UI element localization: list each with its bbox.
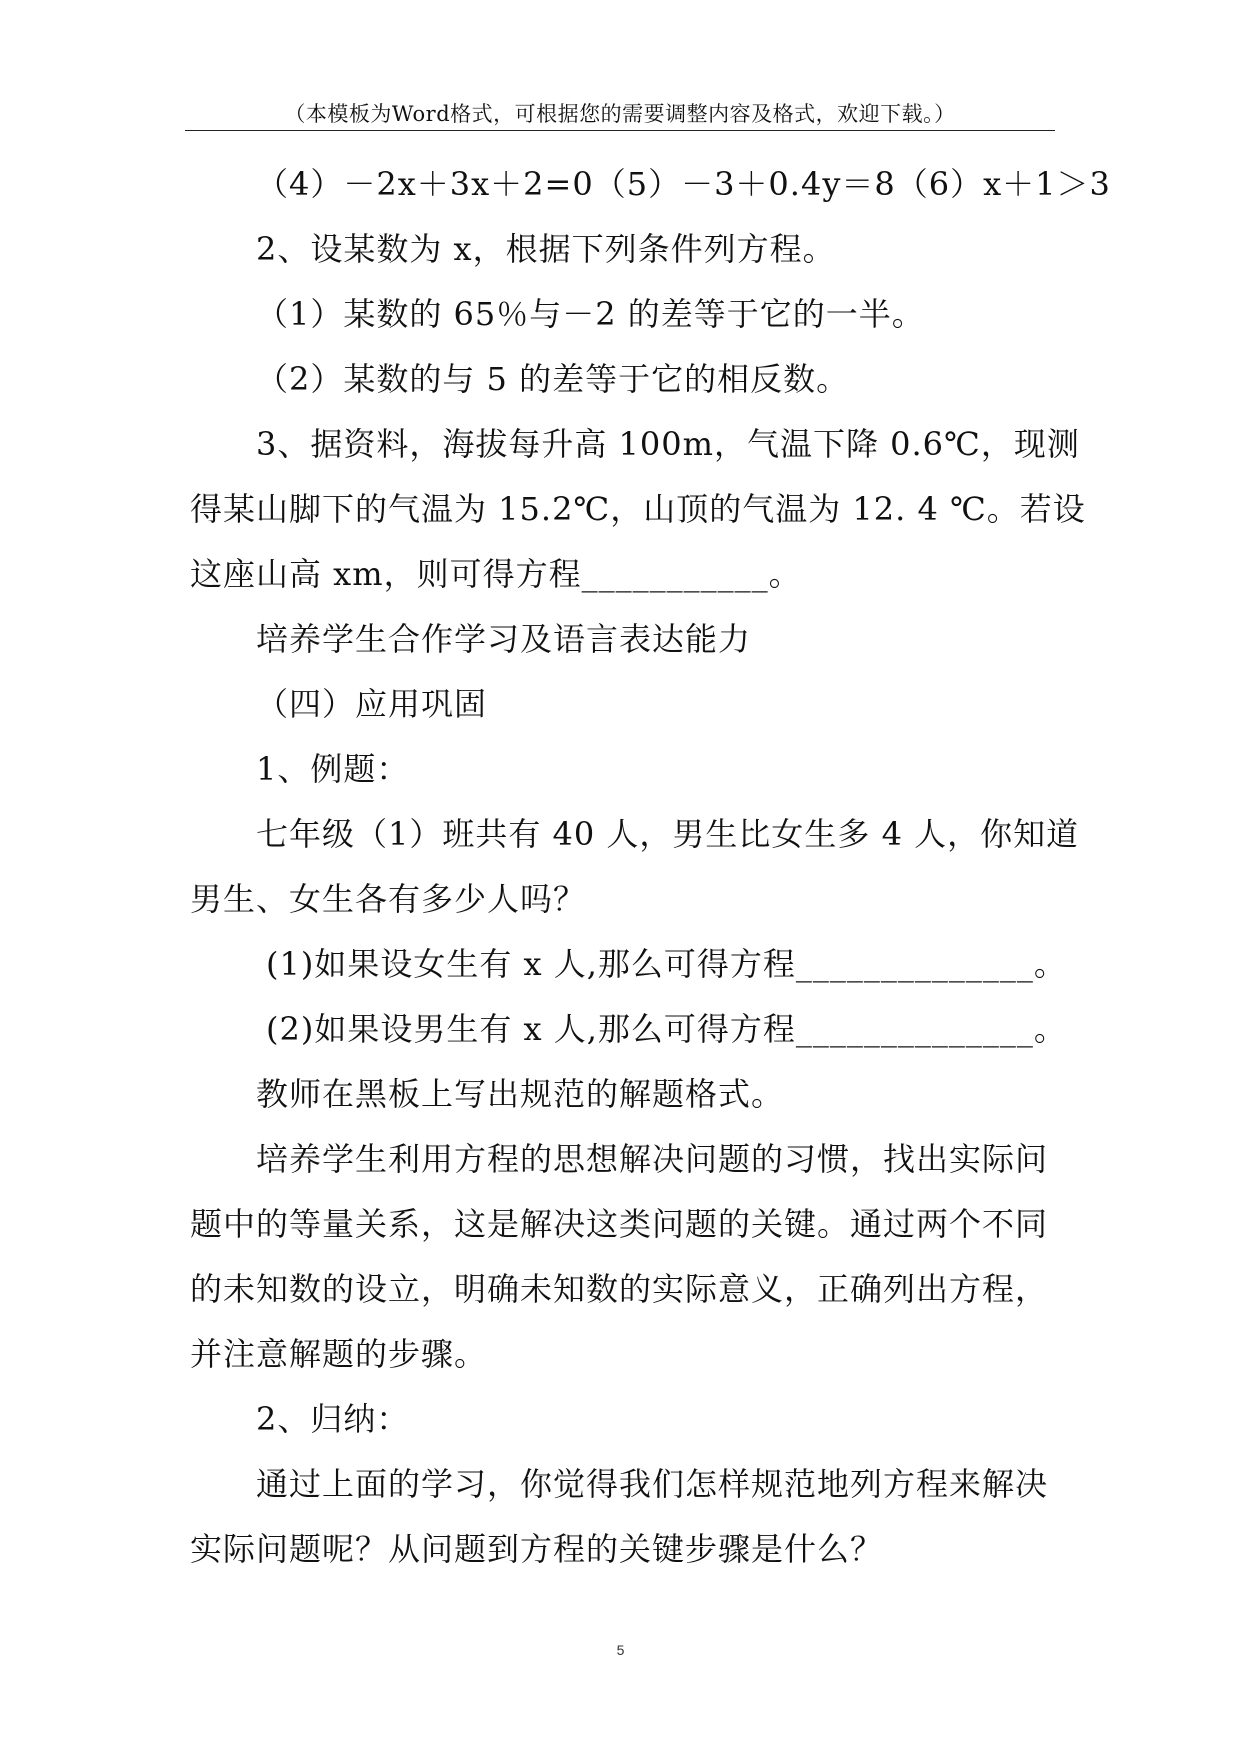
paragraph-line: 的未知数的设立，明确未知数的实际意义，正确列出方程， <box>190 1270 1049 1308</box>
paragraph-line: 教师在黑板上写出规范的解题格式。 <box>256 1075 785 1113</box>
paragraph-line: (2)如果设男生有 x 人,那么可得方程______________。 <box>266 1010 1067 1048</box>
paragraph-line: 七年级（1）班共有 40 人，男生比女生多 4 人，你知道 <box>256 815 1080 853</box>
paragraph-line: 2、归纳： <box>256 1400 410 1438</box>
paragraph-line: 男生、女生各有多少人吗？ <box>190 880 587 918</box>
page-number: 5 <box>616 1642 625 1658</box>
paragraph-line: 通过上面的学习，你觉得我们怎样规范地列方程来解决 <box>256 1465 1049 1503</box>
paragraph-line: （2）某数的与 5 的差等于它的相反数。 <box>256 360 850 398</box>
document-body <box>190 152 1111 1582</box>
paragraph-line: （1）某数的 65％与－2 的差等于它的一半。 <box>256 295 925 333</box>
paragraph-line: 并注意解题的步骤。 <box>190 1335 488 1373</box>
paragraph-line: 实际问题呢？从问题到方程的关键步骤是什么？ <box>190 1530 884 1568</box>
page-header: （本模板为Word格式，可根据您的需要调整内容及格式，欢迎下载。） <box>284 102 956 126</box>
paragraph-line: 得某山脚下的气温为 15.2℃，山顶的气温为 12. 4 ℃。若设 <box>190 490 1086 528</box>
paragraph-line: 3、据资料，海拔每升高 100m，气温下降 0.6℃，现测 <box>256 425 1080 463</box>
paragraph-line: (1)如果设女生有 x 人,那么可得方程______________。 <box>266 945 1067 983</box>
header-divider <box>185 130 1055 131</box>
paragraph-line: 这座山高 xm，则可得方程___________。 <box>190 555 802 593</box>
paragraph-line: 1、例题： <box>256 750 410 788</box>
paragraph-line: 2、设某数为 x，根据下列条件列方程。 <box>256 230 836 268</box>
paragraph-line: 培养学生合作学习及语言表达能力 <box>256 620 752 658</box>
paragraph-line: 培养学生利用方程的思想解决问题的习惯，找出实际问 <box>256 1140 1049 1178</box>
paragraph-line: 题中的等量关系，这是解决这类问题的关键。通过两个不同 <box>190 1205 1049 1243</box>
paragraph-line: （四）应用巩固 <box>256 685 488 723</box>
paragraph-line: （4）－2x＋3x＋2=0（5）－3＋0.4y＝8（6）x＋1＞3 <box>256 165 1111 203</box>
